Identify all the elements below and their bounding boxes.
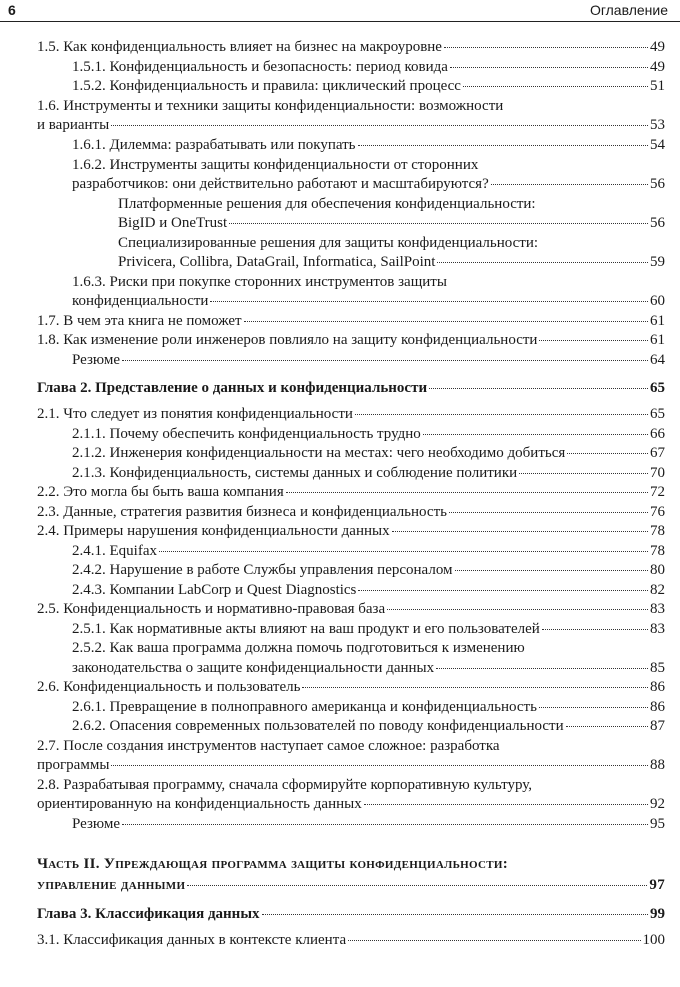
- dot-leader: [491, 172, 648, 185]
- toc-line: [0, 379, 680, 398]
- toc-entry-title: 2.1.1. Почему обеспечить конфиденциальность трудно: [72, 426, 421, 442]
- dot-leader: [539, 695, 648, 708]
- dot-leader: [358, 133, 648, 146]
- toc-page-number: 83: [650, 621, 665, 637]
- toc-line: [0, 931, 680, 950]
- toc-entry-title: 1.6.3. Риски при покупке сторонних инструментов защиты: [72, 274, 447, 290]
- toc-entry-title: Privicera, Collibra, DataGrail, Informatica, SailPoint: [118, 254, 436, 270]
- toc-line: [0, 756, 680, 775]
- toc-entry-title: 1.7. В чем эта книга не поможет: [37, 313, 242, 329]
- toc-page-number: 56: [650, 215, 665, 231]
- dot-leader: [567, 441, 648, 454]
- toc-page-number: 49: [650, 39, 665, 55]
- toc-entry-title: и варианты: [37, 117, 110, 133]
- dot-leader: [210, 289, 648, 302]
- toc-entry-title: 1.6.1. Дилемма: разрабатывать или покупать: [72, 137, 356, 153]
- toc-page-number: 78: [650, 543, 665, 559]
- toc-entry-title: 2.5.2. Как ваша программа должна помочь подготовиться к изменению: [72, 640, 525, 656]
- dot-leader: [302, 675, 648, 688]
- toc-page-number: 61: [650, 332, 665, 348]
- toc-page-number: 67: [650, 445, 665, 461]
- toc-page-number: 66: [650, 426, 665, 442]
- toc-entry-title: 2.1. Что следует из понятия конфиденциальности: [37, 406, 353, 422]
- dot-leader: [463, 74, 648, 87]
- dot-leader: [539, 328, 648, 341]
- toc-entry-title: 1.6.2. Инструменты защиты конфиденциальности от сторонних: [72, 157, 479, 173]
- dot-leader: [122, 812, 648, 825]
- toc-entry-title: 2.4.3. Компании LabCorp и Quest Diagnostics: [72, 582, 357, 598]
- toc-page-number: 76: [650, 504, 665, 520]
- toc-entry-title: Резюме: [72, 352, 121, 368]
- toc-page-number: 92: [650, 796, 665, 812]
- toc-entry-title: 2.1.3. Конфиденциальность, системы данных и соблюдение политики: [72, 465, 518, 481]
- toc-entry-title: 1.5.1. Конфиденциальность и безопасность: период ковида: [72, 59, 448, 75]
- toc-page-number: 86: [650, 699, 665, 715]
- toc-page-number: 82: [650, 582, 665, 598]
- toc-page-number: 97: [649, 877, 665, 893]
- dot-leader: [159, 539, 648, 552]
- toc-entry-title: 2.7. После создания инструментов наступает самое сложное: разработка: [37, 738, 500, 754]
- dot-leader: [111, 753, 648, 766]
- dot-leader: [358, 578, 648, 591]
- toc-line: [0, 855, 680, 874]
- toc-line: [0, 351, 680, 370]
- dot-leader: [449, 500, 648, 513]
- toc-page-number: 87: [650, 718, 665, 734]
- toc-entry-title: конфиденциальности: [72, 293, 209, 309]
- toc-page-number: 88: [650, 757, 665, 773]
- toc-entry-title: программы: [37, 757, 110, 773]
- toc-entry-title: Специализированные решения для защиты конфиденциальности:: [118, 235, 539, 251]
- toc-page-number: 100: [642, 932, 665, 948]
- dot-leader: [387, 597, 648, 610]
- toc-entry-title: Платформенные решения для обеспечения конфиденциальности:: [118, 196, 536, 212]
- dot-leader: [436, 656, 648, 669]
- running-title: Оглавление: [589, 2, 668, 18]
- toc-page-number: 80: [650, 562, 665, 578]
- toc-entry-title: 2.6.1. Превращение в полноправного американца и конфиденциальность: [72, 699, 537, 715]
- toc-entry-title: 2.4.1. Equifax: [72, 543, 157, 559]
- dot-leader: [348, 928, 640, 941]
- dot-leader: [122, 348, 648, 361]
- header-rule: [0, 21, 680, 22]
- toc-entry-title: Глава 2. Представление о данных и конфиденциальности: [37, 380, 428, 396]
- toc-entry-title: 2.8. Разрабатывая программу, сначала сформируйте корпоративную культуру,: [37, 777, 533, 793]
- dot-leader: [519, 461, 648, 474]
- toc-line: [0, 214, 680, 233]
- toc-page-number: 61: [650, 313, 665, 329]
- toc-entry-title: управление данными: [37, 877, 186, 893]
- toc-page-number: 72: [650, 484, 665, 500]
- toc-page-number: 54: [650, 137, 665, 153]
- toc-entry-title: 3.1. Классификация данных в контексте клиента: [37, 932, 347, 948]
- dot-leader: [429, 376, 648, 389]
- dot-leader: [450, 55, 648, 68]
- toc-page-number: 99: [650, 906, 665, 922]
- dot-leader: [244, 309, 648, 322]
- dot-leader: [444, 35, 648, 48]
- toc-page-number: 78: [650, 523, 665, 539]
- toc-entry-title: 2.1.2. Инженерия конфиденциальности на местах: чего необходимо добиться: [72, 445, 566, 461]
- toc-page-number: 85: [650, 660, 665, 676]
- toc-page-number: 95: [650, 816, 665, 832]
- dot-leader: [286, 480, 648, 493]
- toc-entry-title: 2.3. Данные, стратегия развития бизнеса и конфиденциальность: [37, 504, 447, 520]
- toc-line: [0, 175, 680, 194]
- dot-leader: [423, 422, 648, 435]
- page-header: [0, 0, 680, 22]
- toc-line: [0, 876, 680, 895]
- toc-page-number: 65: [650, 380, 665, 396]
- toc-page-number: 83: [650, 601, 665, 617]
- toc-line: [0, 905, 680, 924]
- dot-leader: [262, 902, 648, 915]
- toc-page-number: 59: [650, 254, 665, 270]
- toc-entry-title: законодательства о защите конфиденциальности данных: [72, 660, 435, 676]
- toc-entry-title: 1.6. Инструменты и техники защиты конфиденциальности: возможности: [37, 98, 504, 114]
- toc-entry-title: BigID и OneTrust: [118, 215, 228, 231]
- toc-entry-title: 1.8. Как изменение роли инженеров повлияло на защиту конфиденциальности: [37, 332, 538, 348]
- toc-entry-title: Резюме: [72, 816, 121, 832]
- toc-entry-title: ориентированную на конфиденциальность данных: [37, 796, 362, 812]
- dot-leader: [187, 873, 647, 886]
- toc-entry-title: 2.5.1. Как нормативные акты влияют на ваш продукт и его пользователей: [72, 621, 540, 637]
- toc-page-number: 49: [650, 59, 665, 75]
- dot-leader: [229, 211, 648, 224]
- toc-page-number: 56: [650, 176, 665, 192]
- toc-entry-title: 1.5. Как конфиденциальность влияет на бизнес на макроуровне: [37, 39, 442, 55]
- toc-line: [0, 717, 680, 736]
- toc-page-number: 51: [650, 78, 665, 94]
- toc-entry-title: 2.6.2. Опасения современных пользователей по поводу конфиденциальности: [72, 718, 564, 734]
- toc-line: [0, 136, 680, 155]
- toc-line: [0, 815, 680, 834]
- toc-page-number: 64: [650, 352, 665, 368]
- dot-leader: [566, 714, 648, 727]
- dot-leader: [392, 519, 648, 532]
- toc-entry-title: 1.5.2. Конфиденциальность и правила: циклический процесс: [72, 78, 461, 94]
- toc-entry-title: разработчиков: они действительно работают и масштабируются?: [72, 176, 489, 192]
- toc-page-number: 65: [650, 406, 665, 422]
- toc-entry-title: 2.4.2. Нарушение в работе Службы управления персоналом: [72, 562, 453, 578]
- toc-page-number: 53: [650, 117, 665, 133]
- toc-entry-title: 2.6. Конфиденциальность и пользователь: [37, 679, 301, 695]
- toc-line: [0, 253, 680, 272]
- toc-page-number: 86: [650, 679, 665, 695]
- dot-leader: [364, 792, 648, 805]
- dot-leader: [111, 113, 648, 126]
- toc-line: [0, 77, 680, 96]
- toc-entry-title: 2.2. Это могла бы быть ваша компания: [37, 484, 284, 500]
- toc-page-number: 60: [650, 293, 665, 309]
- toc-entry-title: 2.5. Конфиденциальность и нормативно-правовая база: [37, 601, 386, 617]
- dot-leader: [455, 558, 648, 571]
- toc-entry-title: 2.4. Примеры нарушения конфиденциальности данных: [37, 523, 390, 539]
- dot-leader: [355, 402, 648, 415]
- toc-entry-title: Глава 3. Классификация данных: [37, 906, 260, 922]
- page-number: 6: [8, 2, 16, 18]
- toc-entry-title: Часть II. Упреждающая программа защиты конфиденциальности:: [37, 856, 509, 872]
- dot-leader: [542, 617, 648, 630]
- dot-leader: [437, 250, 648, 263]
- toc-page-number: 70: [650, 465, 665, 481]
- toc-line: [0, 620, 680, 639]
